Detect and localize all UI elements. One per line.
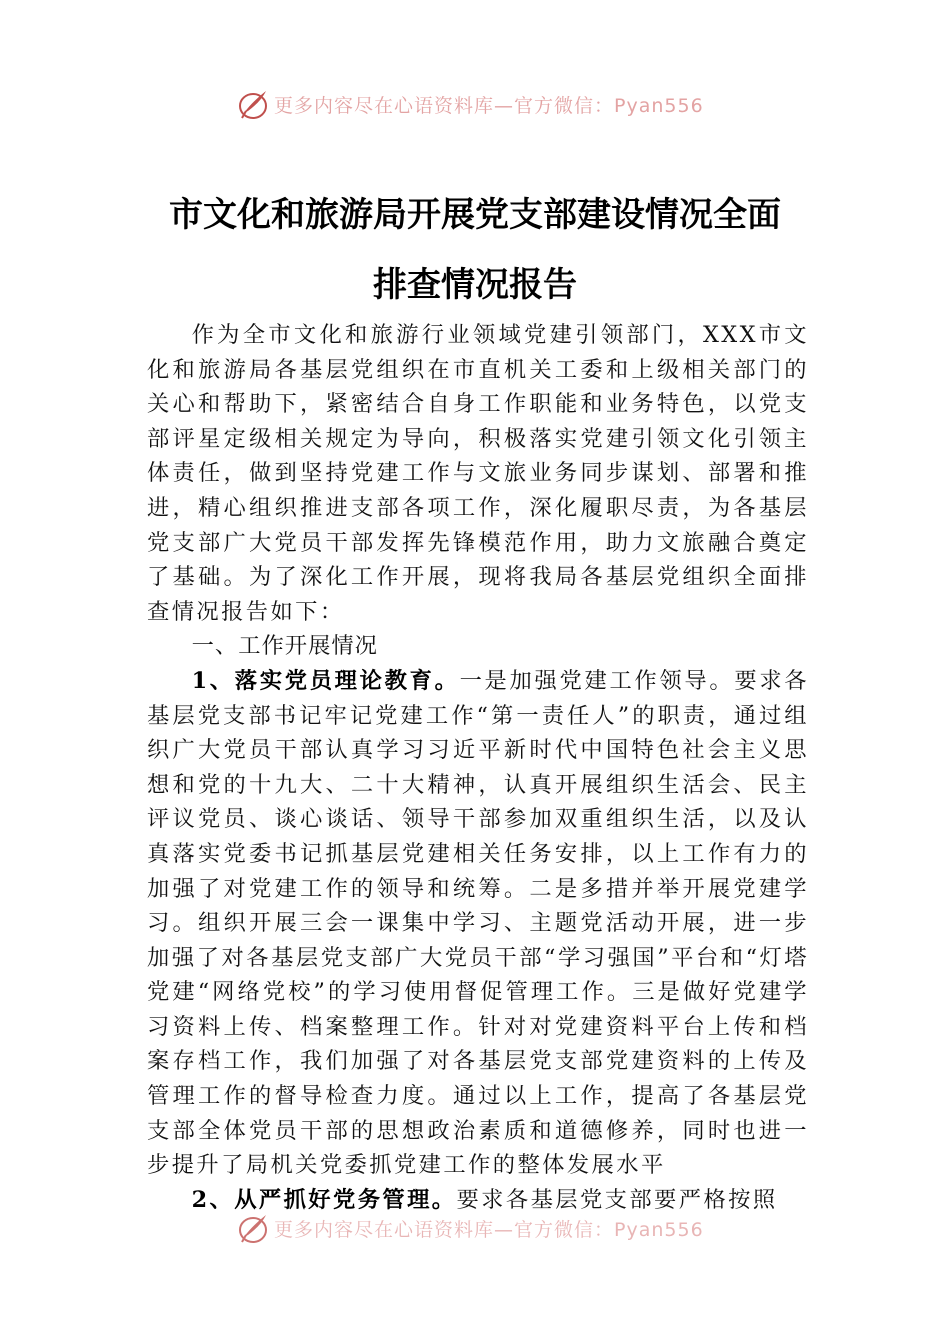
watermark-footer	[236, 1208, 704, 1248]
watermark-header	[236, 84, 704, 124]
document-title-line-1: 市文化和旅游局开展党支部建设情况全面	[169, 195, 781, 235]
watermark-text: 更多内容尽在心语资料库—官方微信：Pyan556	[274, 94, 704, 117]
item-1-heading: 1、落实党员理论教育。	[191, 667, 460, 694]
quill-logo-icon	[236, 87, 270, 121]
item-1-paragraph	[147, 664, 809, 1183]
watermark-text: 更多内容尽在心语资料库—官方微信：Pyan556	[274, 1218, 704, 1241]
item-1-body: 一是加强党建工作领导。要求各基层党支部书记牢记党建工作“第一责任人”的职责，通过组织广大党员干部认真学习习近平新时代中国特色社会主义思想和党的十九大、二十大精神，认真开展组织生活会、民主评议党员、谈心谈话、领导干部参加双重组织生活，以及认真落实党委书记抓基层党建相关任务安排，以上工作有力的加强了对党建工作的领导和统筹。二是多措并举开展党建学习。组织开展三会一课集中学习、主题党活动开展，进一步加强了对各基层党支部广大党员干部“学习强国”平台和“灯塔党建“网络党校”的学习使用督促管理工作。三是做好党建学习资料上传、档案整理工作。针对对党建资料平台上传和档案存档工作，我们加强了对各基层党支部党建资料的上传及管理工作的督导检查力度。通过以上工作，提高了各基层党支部全体党员干部的思想政治素质和道德修养，同时也进一步提升了局机关党委抓党建工作的整体发展水平	[147, 667, 809, 1179]
item-2-heading: 2、从严抓好党务管理。	[191, 1186, 457, 1213]
intro-paragraph: 作为全市文化和旅游行业领域党建引领部门，XXX市文化和旅游局各基层党组织在市直机关工委和上级相关部门的关心和帮助下，紧密结合自身工作职能和业务特色，以党支部评星定级相关规定为导向，积极落实党建引领文化引领主体责任，做到坚持党建工作与文旅业务同步谋划、部署和推进，精心组织推进支部各项工作，深化履职尽责，为各基层党支部广大党员干部发挥先锋模范作用，助力文旅融合奠定了基础。为了深化工作开展，现将我局各基层党组织全面排查情况报告如下：	[147, 322, 809, 625]
section-heading: 一、工作开展情况	[191, 633, 378, 660]
document-title-line-2: 排查情况报告	[373, 265, 577, 305]
item-2-body: 要求各基层党支部要严格按照	[456, 1186, 778, 1213]
document-body	[147, 318, 809, 1217]
quill-logo-icon	[236, 1211, 270, 1245]
